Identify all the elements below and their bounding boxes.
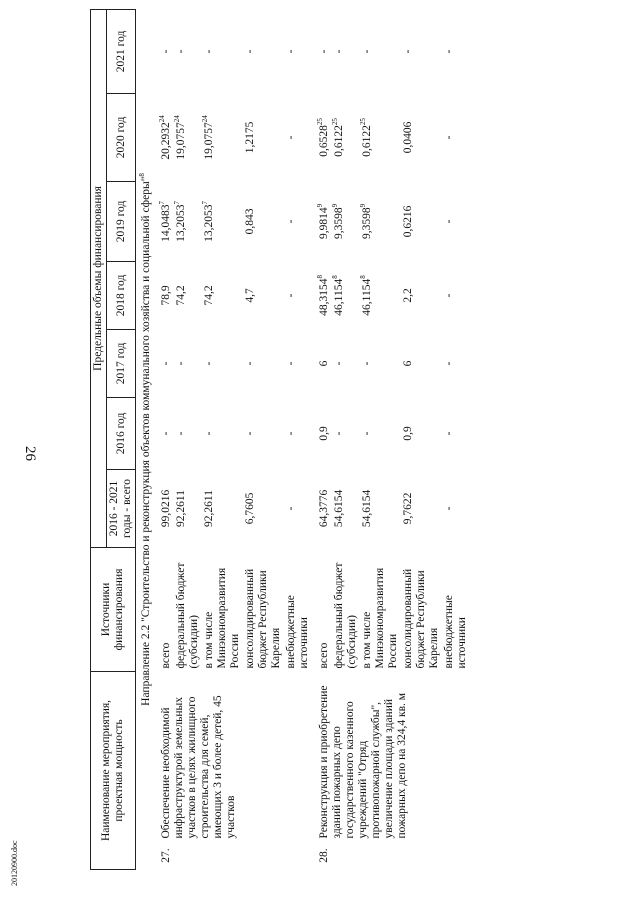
value-text: 54,6154 (333, 489, 345, 528)
footnote-mark: 8 (359, 275, 368, 279)
value-total (360, 469, 401, 547)
header-year-2020: 2020 год (107, 93, 136, 181)
value-year-2018 (174, 261, 202, 329)
value-text: - (244, 49, 256, 54)
value-text: 46,1154 (361, 278, 373, 316)
value-total (332, 469, 360, 547)
value-year-2020 (360, 93, 401, 181)
value-total (312, 469, 332, 547)
value-text: - (175, 49, 187, 54)
header-year-2016: 2016 год (107, 397, 136, 469)
value-year-2018 (332, 261, 360, 329)
value-text: - (203, 49, 215, 54)
table-row (312, 9, 332, 869)
value-text: 0,9 (402, 426, 414, 441)
value-text: - (175, 431, 187, 436)
value-text: - (285, 49, 297, 54)
footnote-mark: 25 (316, 118, 325, 126)
footnote-mark: 25 (359, 118, 368, 126)
value-text: 54,6154 (361, 489, 373, 528)
value-text: 13,2053 (203, 204, 215, 242)
value-text: - (402, 49, 414, 54)
value-text: - (285, 506, 297, 511)
value-total (401, 469, 442, 547)
value-year-2017 (442, 329, 470, 397)
value-year-2020 (243, 93, 284, 181)
document-footer: 20120900.doc (10, 840, 19, 886)
value-text: 99,0216 (160, 489, 172, 528)
value-text: - (361, 49, 373, 54)
footnote-mark: 9 (316, 203, 325, 208)
header-year-2019: 2019 год (107, 181, 136, 261)
value-text: 0,6122 (361, 125, 373, 157)
value-year-2017 (332, 329, 360, 397)
value-text: - (443, 135, 455, 140)
value-year-2019 (332, 181, 360, 261)
footnote-mark: 8 (316, 275, 325, 279)
value-year-2017 (174, 329, 202, 397)
value-year-2017 (284, 329, 312, 397)
header-year-2018: 2018 год (107, 261, 136, 329)
value-text: - (333, 431, 345, 436)
footnote-mark: 24 (173, 115, 182, 123)
funding-source: в том числе Минэкономразвития России (361, 567, 399, 669)
header-source: Источники финансирования (91, 547, 136, 671)
value-text: - (175, 361, 187, 366)
value-text: - (285, 361, 297, 366)
value-text: 78,9 (160, 285, 172, 306)
value-year-2016 (332, 397, 360, 469)
funding-source: консолидированный бюджет Республики Карелия (402, 568, 440, 669)
value-text: 74,2 (203, 285, 215, 306)
value-text: 92,2611 (175, 490, 187, 527)
item-number: 28. (318, 848, 330, 863)
value-text: - (443, 219, 455, 224)
value-year-2018 (442, 261, 470, 329)
header-total: 2016 - 2021 годы - всего (107, 469, 136, 547)
value-text: - (244, 431, 256, 436)
table-row (157, 9, 174, 869)
value-text: 92,2611 (203, 490, 215, 527)
value-year-2019 (442, 181, 470, 261)
value-year-2017 (243, 329, 284, 397)
footnote-mark: 7 (201, 201, 210, 205)
value-total (174, 469, 202, 547)
value-year-2017 (202, 329, 243, 397)
value-year-2021 (202, 9, 243, 93)
value-text: - (361, 361, 373, 366)
footnote-mark: 24 (201, 115, 210, 123)
item-name: Обеспечение необходимой инфраструктурой земельных участков в целях жилищного строительства для семей, имеющих 3 и более детей, 45 участков (160, 695, 237, 839)
value-text: - (333, 49, 345, 54)
page-number: 26 (22, 446, 38, 461)
section-heading-text: Направление 2.2 "Строительство и реконструкция объектов коммунального хозяйства и социальной сферы" (140, 176, 152, 706)
value-year-2020 (284, 93, 312, 181)
value-text: 0,6528 (318, 125, 330, 157)
value-year-2019 (401, 181, 442, 261)
value-text: 6,7605 (244, 492, 256, 525)
value-text: - (160, 431, 172, 436)
value-year-2018 (202, 261, 243, 329)
value-text: 0,6216 (402, 205, 414, 238)
value-year-2021 (284, 9, 312, 93)
value-year-2021 (174, 9, 202, 93)
value-total (442, 469, 470, 547)
value-total (157, 469, 174, 547)
value-year-2021 (243, 9, 284, 93)
value-year-2021 (401, 9, 442, 93)
value-text: - (443, 49, 455, 54)
value-year-2016 (243, 397, 284, 469)
value-text: - (203, 361, 215, 366)
value-text: 4,7 (244, 288, 256, 303)
value-text: 19,0757 (203, 122, 215, 160)
value-year-2020 (174, 93, 202, 181)
value-text: 0,9 (318, 426, 330, 441)
value-total (284, 469, 312, 547)
value-text: - (443, 293, 455, 298)
footnote-mark: 25 (331, 118, 340, 126)
value-total (202, 469, 243, 547)
value-text: 64,3776 (318, 489, 330, 528)
rotated-page (90, 10, 530, 870)
value-year-2018 (401, 261, 442, 329)
value-text: 0,0406 (402, 121, 414, 154)
value-text: 46,1154 (333, 278, 345, 316)
value-year-2021 (332, 9, 360, 93)
section-heading-footnote: 8 (138, 173, 147, 177)
header-year-2021: 2021 год (107, 9, 136, 93)
header-name: Наименование мероприятия, проектная мощность (91, 671, 136, 869)
footnote-mark: 7 (173, 201, 182, 205)
value-year-2018 (157, 261, 174, 329)
value-year-2020 (332, 93, 360, 181)
item-name: Реконструкция и приобретение зданий пожарных депо государственного казенного учреждений "Отряд противопожарной службы", увеличение площади зданий пожарных депо на 324,4 кв. м (318, 685, 408, 839)
value-year-2018 (312, 261, 332, 329)
funding-source: в том числе Минэкономразвития России (203, 567, 241, 669)
value-year-2019 (360, 181, 401, 261)
funding-source: всего (318, 642, 330, 669)
value-text: 0,6122 (333, 125, 345, 157)
value-text: 9,3598 (333, 207, 345, 240)
value-text: 9,3598 (361, 207, 373, 240)
value-text: 74,2 (175, 285, 187, 306)
footnote-mark: 7 (158, 201, 167, 205)
value-text: 6 (402, 360, 414, 367)
value-year-2020 (442, 93, 470, 181)
value-year-2021 (157, 9, 174, 93)
value-text: 0,843 (244, 208, 256, 235)
value-text: 48,3154 (318, 278, 330, 316)
value-text: 9,7622 (402, 492, 414, 525)
footnote-mark: 9 (359, 203, 368, 208)
value-text: 14,0483 (160, 204, 172, 242)
value-text: 1,2175 (244, 121, 256, 154)
value-year-2020 (312, 93, 332, 181)
value-year-2017 (312, 329, 332, 397)
value-text: - (361, 431, 373, 436)
value-year-2016 (157, 397, 174, 469)
section-heading (136, 9, 158, 869)
value-year-2019 (284, 181, 312, 261)
value-year-2018 (360, 261, 401, 329)
value-year-2019 (174, 181, 202, 261)
value-text: - (443, 361, 455, 366)
value-text: - (160, 49, 172, 54)
value-text: - (285, 135, 297, 140)
value-year-2021 (360, 9, 401, 93)
value-year-2019 (312, 181, 332, 261)
funding-source: федеральный бюджет (субсидии) (333, 562, 358, 669)
value-year-2017 (157, 329, 174, 397)
value-text: 19,0757 (175, 122, 187, 160)
footnote-mark: 9 (331, 203, 340, 208)
value-text: - (333, 361, 345, 366)
funding-source: внебюджетные источники (443, 595, 468, 669)
value-year-2021 (442, 9, 470, 93)
value-year-2020 (202, 93, 243, 181)
value-text: 13,2053 (175, 204, 187, 242)
value-text: - (285, 293, 297, 298)
value-year-2016 (202, 397, 243, 469)
funding-source: консолидированный бюджет Республики Карелия (244, 568, 282, 669)
value-year-2019 (202, 181, 243, 261)
value-text: - (203, 431, 215, 436)
value-year-2016 (401, 397, 442, 469)
value-text: - (443, 506, 455, 511)
funding-source: внебюджетные источники (285, 595, 310, 669)
financing-table (90, 9, 470, 870)
footnote-mark: 24 (158, 115, 167, 123)
value-year-2020 (157, 93, 174, 181)
value-text: 6 (318, 360, 330, 367)
value-year-2019 (157, 181, 174, 261)
value-year-2016 (174, 397, 202, 469)
value-text: 9,9814 (318, 207, 330, 240)
value-text: - (160, 361, 172, 366)
value-year-2018 (243, 261, 284, 329)
value-year-2020 (401, 93, 442, 181)
value-year-2019 (243, 181, 284, 261)
value-year-2017 (360, 329, 401, 397)
value-text: - (244, 361, 256, 366)
value-year-2018 (284, 261, 312, 329)
value-text: - (443, 431, 455, 436)
footnote-mark: 8 (331, 275, 340, 279)
value-year-2016 (284, 397, 312, 469)
value-text: 20,2932 (160, 122, 172, 160)
header-financing-group: Предельные объемы финансирования (91, 9, 107, 547)
value-year-2017 (401, 329, 442, 397)
value-text: - (285, 431, 297, 436)
value-text: - (285, 219, 297, 224)
value-year-2016 (442, 397, 470, 469)
value-year-2016 (312, 397, 332, 469)
funding-source: всего (160, 642, 172, 669)
value-text: 2,2 (402, 288, 414, 303)
value-year-2021 (312, 9, 332, 93)
value-year-2016 (360, 397, 401, 469)
header-year-2017: 2017 год (107, 329, 136, 397)
item-number: 27. (160, 848, 172, 863)
value-text: - (318, 49, 330, 54)
value-total (243, 469, 284, 547)
funding-source: федеральный бюджет (субсидии) (175, 562, 200, 669)
